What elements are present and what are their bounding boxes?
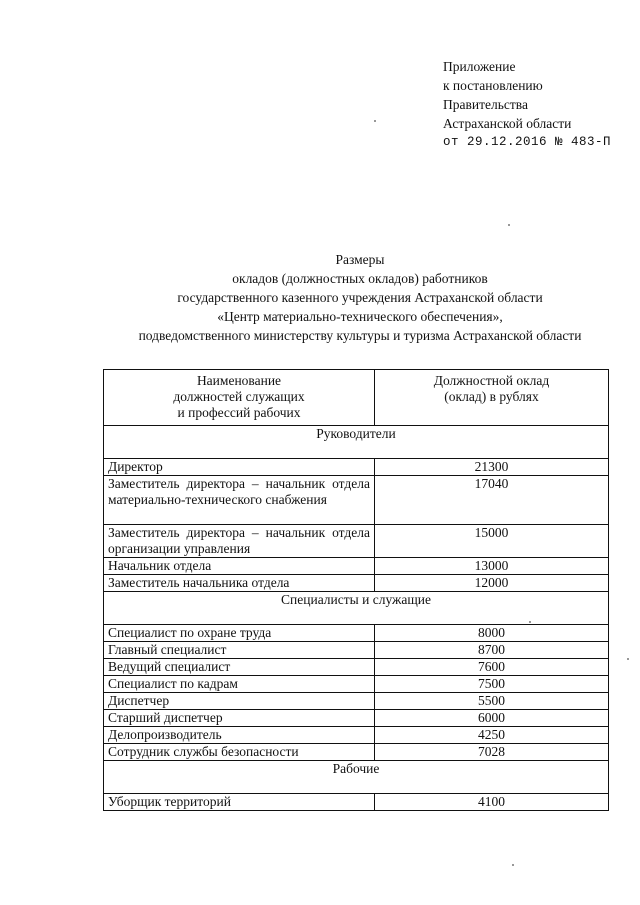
salary-cell: 5500	[375, 693, 609, 710]
title-line: окладов (должностных окладов) работников	[232, 271, 488, 286]
title-line: Размеры	[335, 252, 385, 267]
position-cell: Специалист по охране труда	[104, 625, 375, 642]
table-row	[104, 525, 609, 558]
salary-cell: 12000	[375, 575, 609, 592]
position-cell: Сотрудник службы безопасности	[104, 744, 375, 761]
position-cell: Ведущий специалист	[104, 659, 375, 676]
title-line: государственного казенного учреждения Астраханской области	[177, 290, 543, 305]
position-cell: Уборщик территорий	[104, 794, 375, 811]
appendix-block	[443, 57, 611, 152]
salary-cell: 15000	[375, 525, 609, 558]
salary-cell: 6000	[375, 710, 609, 727]
salary-cell: 8700	[375, 642, 609, 659]
position-cell: Заместитель начальника отдела	[104, 575, 375, 592]
table-row	[104, 794, 609, 811]
scan-speck	[529, 621, 531, 623]
section-row	[104, 761, 609, 794]
table-row	[104, 727, 609, 744]
section-title: Руководители	[104, 426, 609, 459]
position-cell: Заместитель директора – начальник отдела организации управления	[104, 525, 375, 558]
salary-cell: 4100	[375, 794, 609, 811]
header-text: Должностной оклад	[433, 373, 550, 388]
header-text: должностей служащих	[173, 389, 305, 404]
table-row	[104, 642, 609, 659]
scan-speck	[374, 120, 376, 122]
salary-cell: 7028	[375, 744, 609, 761]
title-line: подведомственного министерству культуры и туризма Астраханской области	[138, 328, 582, 343]
scan-speck	[508, 224, 510, 226]
section-row	[104, 426, 609, 459]
section-title: Специалисты и служащие	[104, 592, 609, 625]
salary-cell: 13000	[375, 558, 609, 575]
position-cell: Директор	[104, 459, 375, 476]
table-row	[104, 744, 609, 761]
section-row	[104, 592, 609, 625]
header-text: (оклад) в рублях	[444, 389, 539, 404]
position-cell: Делопроизводитель	[104, 727, 375, 744]
appendix-line: Астраханской области	[443, 116, 572, 131]
salary-table	[103, 369, 609, 811]
table-row	[104, 710, 609, 727]
header-salary-cell	[375, 370, 609, 426]
table-row	[104, 575, 609, 592]
scan-speck	[512, 864, 514, 866]
table-row	[104, 558, 609, 575]
position-cell: Главный специалист	[104, 642, 375, 659]
scan-speck	[627, 658, 629, 660]
table-row	[104, 476, 609, 525]
position-cell: Старший диспетчер	[104, 710, 375, 727]
appendix-line: Приложение	[443, 59, 516, 74]
table-header-row	[104, 370, 609, 426]
salary-cell: 21300	[375, 459, 609, 476]
position-cell: Начальник отдела	[104, 558, 375, 575]
position-cell: Специалист по кадрам	[104, 676, 375, 693]
table-row	[104, 625, 609, 642]
header-text: Наименование	[196, 373, 282, 388]
title-line: «Центр материально-технического обеспечения»,	[217, 309, 503, 324]
salary-cell: 7600	[375, 659, 609, 676]
appendix-line: к постановлению	[443, 78, 543, 93]
section-title: Рабочие	[104, 761, 609, 794]
salary-cell: 17040	[375, 476, 609, 525]
appendix-line: Правительства	[443, 97, 528, 112]
table-row	[104, 693, 609, 710]
document-title	[60, 250, 640, 345]
position-cell: Заместитель директора – начальник отдела материально-технического снабжения	[104, 476, 375, 525]
appendix-decree-number: от 29.12.2016 № 483-П	[443, 135, 612, 149]
salary-cell: 8000	[375, 625, 609, 642]
table-row	[104, 459, 609, 476]
salary-cell: 4250	[375, 727, 609, 744]
salary-cell: 7500	[375, 676, 609, 693]
position-cell: Диспетчер	[104, 693, 375, 710]
header-text: и профессий рабочих	[177, 405, 301, 420]
header-position-cell	[104, 370, 375, 426]
table-row	[104, 676, 609, 693]
table-row	[104, 659, 609, 676]
